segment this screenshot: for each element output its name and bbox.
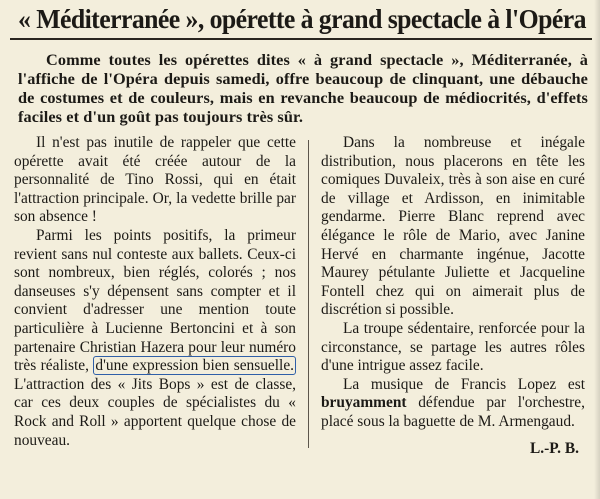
right-paragraph-3 bbox=[321, 376, 585, 432]
article-columns bbox=[10, 134, 592, 458]
article-headline: « Méditerranée », opérette à grand spectacle à l'Opéra bbox=[18, 4, 586, 34]
right-paragraph-2: La troupe sédentaire, renforcée pour la circonstance, se partage les autres rôles d'une intrigue assez facile. bbox=[321, 319, 585, 375]
author-signature: L.-P. B. bbox=[529, 439, 579, 457]
left-paragraph-1: Il n'est pas inutile de rappeler que cette opérette avait été créée autour de la personnalité de Tino Rossi, qui en était l'attraction principale. Or, la vedette brille par son absence ! bbox=[14, 134, 296, 226]
right-column bbox=[321, 134, 585, 458]
lead-text: Comme toutes les opérettes dites « à grand spectacle », Méditerranée, à l'affiche de l'Opéra depuis samedi, offre beaucoup de clinquant, une débauche de costumes et de couleurs, mais en revanche beaucoup de médiocrités, d'effets faciles et d'un goût pas toujours très sûr. bbox=[18, 50, 588, 126]
pen-marked-phrase: d'une expression bien sensuelle. bbox=[95, 357, 294, 375]
left-paragraph-2-text: Parmi les points positifs, la primeur revient sans nul conteste aux ballets. Ceux-ci sont nombreux, bien réglés, colorés ; nos danseuses s'y dépensent sans compter et il convient d'adresser une mention toute particulière à Lucienne Bertoncini et à son partenaire Christian Hazera pour leur numéro très réaliste, bbox=[14, 226, 296, 375]
left-paragraph-2-after: L'attraction des « Jits Bops » est de classe, car ces deux couples de spécialistes du « Rock and Roll » apportent quelque chose de nouveau. bbox=[14, 375, 296, 449]
column-separator bbox=[308, 140, 309, 448]
right-paragraph-3-after: défendue par l'orchestre, placé sous la baguette de M. Armengaud. bbox=[321, 394, 585, 430]
left-paragraph-2 bbox=[14, 227, 296, 450]
right-paragraph-1: Dans la nombreuse et inégale distribution, nous placerons en tête les comiques Duvaleix, très à son aise en curé de village et Ardisson, en inimitable gendarme. Pierre Blanc reprend avec élégance le rôle de Mario, avec Janine Hervé en charmante ingénue, Jacotte Maurey pétulante Juliette et Jacqueline Fontell chez qui on aimerait plus de discrétion si possible. bbox=[321, 134, 585, 319]
paper-edge-shadow bbox=[594, 0, 600, 499]
headline-rule bbox=[10, 38, 592, 40]
left-column bbox=[10, 134, 296, 450]
right-paragraph-3-before: La musique de Francis Lopez est bbox=[343, 375, 585, 393]
right-paragraph-3-bold: bruyamment bbox=[321, 394, 407, 412]
article-lead bbox=[18, 50, 588, 126]
